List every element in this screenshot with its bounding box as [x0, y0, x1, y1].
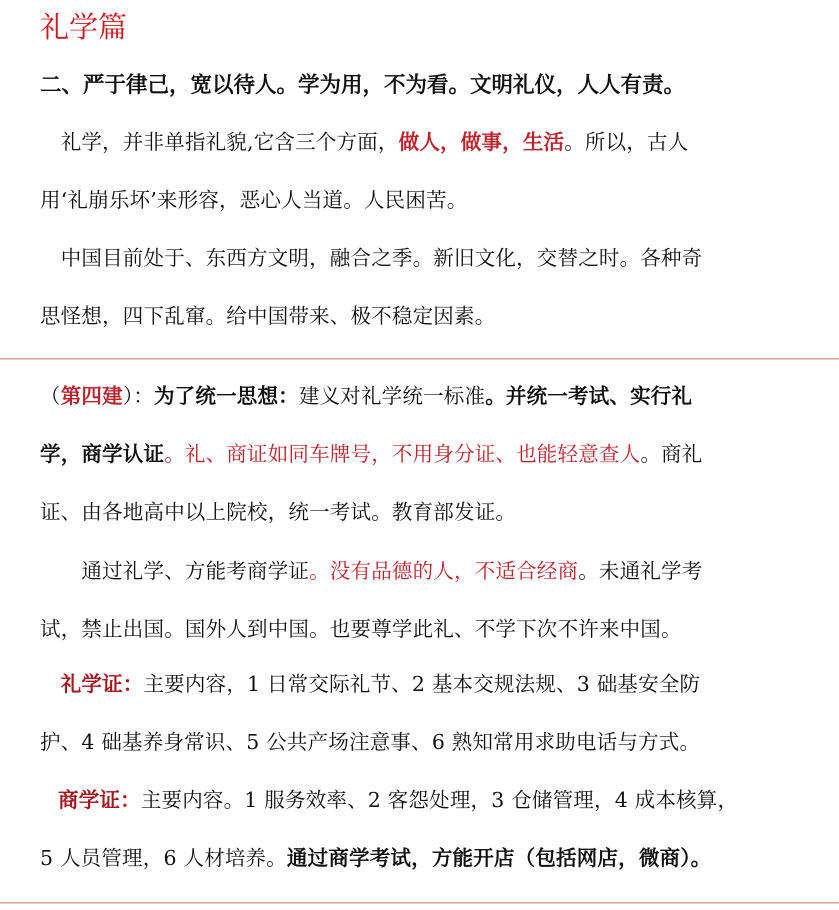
text-segment: 主要内容，1 日常交际礼节、2 基本交规法规、3 础基安全防	[143, 672, 701, 696]
paragraph-line: 中国目前处于、东西方文明，融合之季。新旧文化，交替之时。各种奇	[40, 246, 703, 270]
text-segment: （	[40, 384, 61, 408]
paragraph-li-xue-certificate	[40, 655, 820, 771]
paragraph-line: 护、4 础基养身常识、5 公共产场注意事、6 熟知常用求助电话与方式。	[40, 730, 701, 754]
highlight-morality: 。没有品德的人，不适合经商	[309, 559, 579, 583]
paragraph-line	[40, 771, 820, 829]
paragraph-line	[40, 113, 820, 171]
paragraph-line: 试，禁止出国。国外人到中国。也要尊学此礼、不学下次不许来中国。	[40, 617, 682, 641]
paragraph-fourth-proposal	[40, 367, 820, 541]
page-title: 礼学篇	[40, 10, 128, 44]
text-segment: 礼学，并非单指礼貌,它含三个方面，	[40, 130, 399, 154]
paragraph-li-xue-intro	[40, 113, 820, 229]
text-segment: 5 人员管理，6 人材培养。	[40, 846, 287, 870]
paragraph-line	[40, 829, 820, 887]
text-segment: 。所以，古人	[564, 130, 689, 154]
proposal-tag: 第四建	[60, 384, 123, 408]
text-segment: 为了统一思想：	[153, 384, 299, 408]
text-segment: 建义对礼学统一标准	[298, 384, 486, 408]
shang-xue-certificate-label: 商学证：	[58, 788, 141, 812]
paragraph-china-transition	[40, 229, 820, 345]
text-segment: 通过商学考试，方能开店（包括网店，微商）。	[286, 846, 712, 870]
section-heading: 二、严于律己，宽以待人。学为用，不为看。文明礼仪，人人有责。	[40, 73, 686, 98]
paragraph-line	[40, 367, 820, 425]
paragraph-line: 用‘礼崩乐坏’来形容，恶心人当道。人民困苦。	[40, 188, 468, 212]
text-segment: 学，商学认证	[40, 442, 165, 466]
paragraph-line	[40, 655, 820, 713]
text-segment: 。未通礼学考	[578, 559, 703, 583]
paragraph-line: 思怪想，四下乱窜。给中国带来、极不稳定因素。	[40, 304, 496, 328]
text-segment: 。商礼	[640, 442, 703, 466]
text-segment: 。并统一考试、实行礼	[485, 384, 693, 408]
bottom-divider	[0, 902, 839, 904]
text-segment: 主要内容。1 服务效率、2 客怨处理，3 仓储管理，4 成本核算，	[140, 788, 739, 812]
text-segment: ）：	[122, 384, 154, 408]
highlight-license-plate: 。礼、商证如同车牌号，不用身分证、也能轻意查人	[164, 442, 641, 466]
text-segment: 通过礼学、方能考商学证	[40, 559, 310, 583]
li-xue-certificate-label: 礼学证：	[60, 672, 144, 696]
paragraph-line: 证、由各地高中以上院校，统一考试。教育部发证。	[40, 500, 517, 524]
paragraph-shang-xue-certificate	[40, 771, 820, 887]
paragraph-business-license	[40, 542, 820, 658]
paragraph-line	[40, 425, 820, 483]
highlight-three-aspects: 做人，做事，生活	[398, 130, 565, 154]
paragraph-line	[40, 542, 820, 600]
section-divider	[0, 358, 839, 360]
